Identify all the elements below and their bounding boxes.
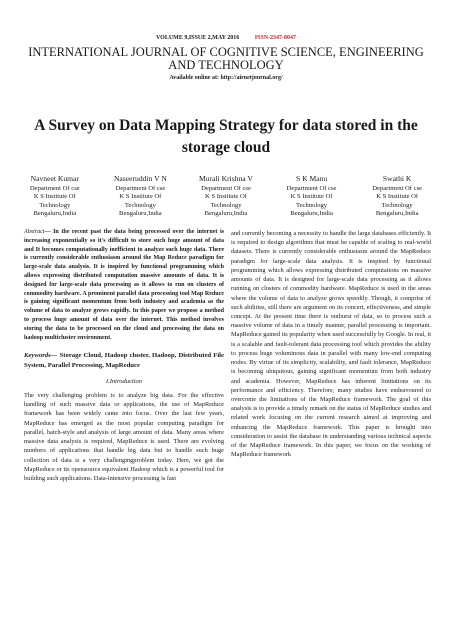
author-city: Bengaluru,India (290, 210, 333, 218)
author-name: Murali Krishna V (199, 174, 253, 183)
author-department: Department Of cse (115, 185, 166, 192)
abstract (24, 228, 224, 342)
paper-title: A Survey on Data Mapping Strategy for data stored in the storage cloud (34, 117, 418, 156)
author-city: Bengaluru,India (33, 210, 77, 218)
available-online: Available online at: http://airnetjournal.org/ (169, 75, 283, 81)
author-institute: K S Institute Of (290, 193, 333, 201)
volume-info: VOLUME 9,ISSUE 2,MAY 2016 (155, 35, 240, 41)
author-block (354, 174, 440, 219)
author-institute: K S Institute Of (33, 193, 76, 201)
author-institute-line2: Technology (124, 201, 156, 209)
keywords (24, 351, 224, 371)
author-name: Swathi K (382, 174, 412, 183)
author-block (269, 174, 355, 219)
author-institute: K S Institute Of (205, 193, 247, 201)
journal-title: INTERNATIONAL JOURNAL OF COGNITIVE SCIENCE, ENGINEERING AND TECHNOLOGY (28, 45, 424, 72)
keywords-label: Keywords (24, 352, 51, 360)
intro-paragraph: The very challenging problem is to analyze big data. For the effective handling of such massive data or applications, the use of MapReduce framework has been widely came into focus. Over the last few years, MapReduce has emerged as the most popular computing paradigm for parallel, batch-style and analysis of large amount of data. Many areas where massive data analysis is required, MapReduce is used. There are evolving numbers of applications that handle big data but to handle such huge collection of data is a very challengingproblem today. Here, we got the MapReduce or its opensource equivalent Hadoop which is a powerful tool for building such applications. Data-intensive processing is fast (24, 391, 224, 483)
author-list (12, 174, 440, 219)
author-institute: K S Institute Of (376, 193, 419, 201)
author-name: Naseeruddin V N (113, 174, 167, 183)
author-city: Bengaluru,India (119, 210, 162, 218)
abstract-label: Abstract (24, 229, 45, 235)
author-name: S K Manu (295, 174, 328, 183)
author-block (12, 174, 98, 219)
author-institute-line2: Technology (381, 201, 413, 209)
author-department: Department Of cse (201, 185, 251, 192)
author-department: Department Of cse (286, 185, 337, 192)
author-block (98, 174, 184, 219)
author-institute-line2: Technology (210, 201, 242, 209)
left-column (24, 228, 224, 483)
author-institute-line2: Technology (296, 201, 328, 209)
author-city: Bengaluru,India (204, 210, 248, 218)
author-department: Department Of cse (29, 185, 80, 192)
issn: ISSN-2347-8047 (254, 35, 297, 41)
volume-line (0, 35, 452, 41)
author-department: Department Of cse (372, 185, 423, 192)
author-institute-line2: Technology (39, 201, 71, 209)
author-institute: K S Institute Of (119, 193, 162, 201)
section-heading: I.Introduction (105, 377, 143, 385)
abstract-text: — In the recent past the data being processed over the internet is increasing exponentially so it's difficult to store such huge amount of data and It becomes computationally inefficient to analyze such huge data. There is currently considerable enthusiasm around the Map Reduce paradigm for large-scale data analysis. It is inspired by functional programming which allows expressing distributed computation massive amounts of data. It is designed for large-scale data processing as it allows to run on clusters of commodity hardware. A prominent parallel data processing tool Map Reduce is gaining significant momentum from both industry and academia as the volume of data to analyze grows rapidly. In this paper we propose a method to process huge amount of data over the internet. This method involves storing the data to be processed on the cloud and processing the data on hadoop multicluster environment. (24, 229, 224, 341)
author-name: Navneet Kumar (30, 174, 79, 183)
author-city: Bengaluru,India (375, 210, 419, 218)
author-block (183, 174, 269, 219)
right-column-text: and currently becoming a necessity to handle the large databases efficiently. It is required to design algorithms that must be capable of scaling to real-world datasets. There is currently considerable enthusiasm around the MapReduce paradigm for large-scale data analysis. It is inspired by functional programming which allows expressing distributed computations on massive amounts of data. It is designed for large-scale data processing as it allows running on clusters of commodity hardware. MapReduce is used in the areas where the volume of data to analyze grows speedily. Though, it comprise of such abilities, still there are argument on its concert, effectiveness, and simple concept. At the present time there is outburst of data, so to process such a massive volume of data in a timely manner, parallel processing is important. MapReduce gained its popularity when used successfully by Google. In real, it is a scalable and fault-tolerant data processing tool which provides the ability to process huge voluminous data in parallel with many low-end computing nodes. By virtue of its simplicity, scalability, and fault tolerance, MapReduce is becoming ubiquitous, gaining significant momentum from both industry and academia. However, MapReduce has inherent limitations on its performance and efficiency. Therefore, many studies have endeavoured to overcome the limitations of the MapReduce framework. The goal of this analysis is to provide a timely remark on the status of MapReduce studies and related work focusing on the current research aimed at improving and enhancing the MapReduce framework. This paper is brought into consideration to assist the database in understanding various technical aspects of the MapReduce framework. In this paper, we focus on the working of MapReduce framework (231, 230, 431, 459)
keywords-text: — Storage Cloud, Hadoop cluster, Hadoop, Distributed File System, Parallel Processing, MapReduce (24, 352, 224, 370)
